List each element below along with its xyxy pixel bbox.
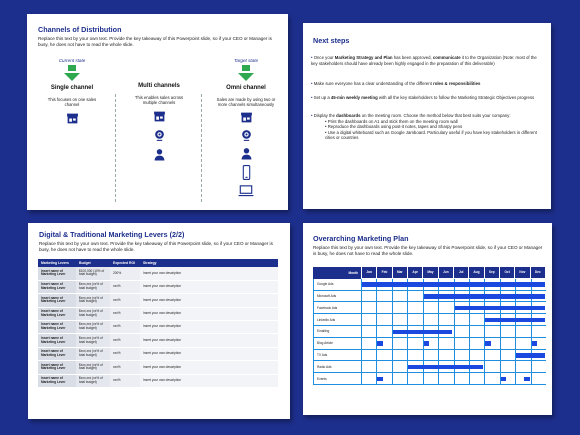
table-cell: xxx% <box>110 294 140 307</box>
month-header-dec: Dec <box>530 267 546 279</box>
table-cell: xxx% <box>110 347 140 360</box>
table-cell: Insert your own description <box>140 280 278 293</box>
table-cell: Insert your own description <box>140 307 278 320</box>
gantt-bar <box>362 282 545 286</box>
gantt-row <box>313 314 546 326</box>
person-icon <box>240 147 253 160</box>
sub-bullet-item: • Reproduce the dashboards using post-it notes, tapes and Sharpy pens <box>325 124 463 130</box>
slide-title: Digital & Traditional Marketing Levers (2/2) <box>39 230 185 239</box>
gantt-chart <box>313 267 546 385</box>
slide-title: Channels of Distribution <box>38 25 122 34</box>
store-icon <box>240 111 253 124</box>
column-header: Budget <box>76 259 110 267</box>
table-cell: $xxx,xxx (xx% of total budget) <box>76 347 110 360</box>
slide-subtitle: Replace this text by your own text. Provide the key takeaway of this Powerpoint slide, so if your CEO or Manager is busy, he does not have to read the whole slide. <box>39 241 273 252</box>
target-state-label: Target state <box>233 58 259 63</box>
column-multi-channels <box>120 58 198 161</box>
table-cell: xxx% <box>110 374 140 387</box>
webcam-icon <box>153 129 166 142</box>
gantt-row <box>313 326 546 338</box>
month-header-jul: Jul <box>453 267 468 279</box>
down-arrow-icon <box>238 73 254 81</box>
table-cell: Insert your own description <box>140 267 278 280</box>
table-cell: 200% <box>110 267 140 280</box>
arrow-stem <box>242 65 250 71</box>
column-header: Strategy <box>140 259 278 267</box>
month-header-may: May <box>422 267 437 279</box>
gantt-bar <box>393 330 453 334</box>
table-row <box>38 361 278 374</box>
column-omni-channel <box>207 58 285 197</box>
table-cell: Insert name of Marketing Lever <box>38 267 76 280</box>
table-cell: Insert name of Marketing Lever <box>38 334 76 347</box>
table-cell: Insert name of Marketing Lever <box>38 280 76 293</box>
column-header: Marketing Levers <box>38 259 76 267</box>
month-header-nov: Nov <box>514 267 529 279</box>
gantt-row-label: Google Ads <box>313 279 361 291</box>
month-header-mar: Mar <box>392 267 407 279</box>
gantt-bar <box>377 341 383 345</box>
bullet-item: • Make sure everyone has a clear understanding of the different roles & responsibilities <box>311 81 481 86</box>
month-header-sep: Sep <box>484 267 499 279</box>
column-divider <box>201 94 202 202</box>
table-cell: Insert your own description <box>140 374 278 387</box>
month-header-oct: Oct <box>499 267 514 279</box>
bullet-item: • Once your Marketing Strategy and Plan has been approved, communicate it to the Organization (Note: most of the key stakeholders should have already been highly engaged in the preparation of this deliverable) <box>311 55 537 66</box>
gantt-row-label: Radio Ads <box>313 361 361 373</box>
gantt-row-label: Linkedin Ads <box>313 314 361 326</box>
gantt-bar <box>485 341 491 345</box>
table-cell: Insert name of Marketing Lever <box>38 307 76 320</box>
column-title: Omni channel <box>226 85 266 91</box>
gantt-row <box>313 338 546 350</box>
month-header-aug: Aug <box>468 267 483 279</box>
month-label: Month <box>313 267 361 279</box>
current-state-label: Current state <box>58 58 86 63</box>
month-header-apr: Apr <box>407 267 422 279</box>
table-cell: $xxx,xxx (xx% of total budget) <box>76 280 110 293</box>
table-cell: $xxx,xxx (xx% of total budget) <box>76 294 110 307</box>
bullet-item: • Set up a 45-min weekly meeting with all the key stakeholders to follow the Marketing Strategic Objectives progress <box>311 95 535 100</box>
bullet-item: • Display the dashboards on the meeting room. Choose the method below that best suits your company: • Print the dashboards on A1 and stick them on the meeting room wall • Reproduce the dashboards using post-it notes, tapes and Sharpy pens • Use a digital whiteboard such as Google Jamboard. Particulary useful if you have key stakeholders in different cities or countries <box>311 113 541 141</box>
table-row <box>38 321 278 334</box>
month-header-feb: Feb <box>376 267 391 279</box>
gantt-bar <box>485 318 545 322</box>
levers-table <box>38 259 278 388</box>
table-cell: $100,000 (10% of total budget) <box>76 267 110 280</box>
slide-channels-of-distribution[interactable] <box>27 14 288 210</box>
table-row <box>38 267 278 280</box>
gantt-row-label: Facebook Ads <box>313 302 361 314</box>
table-cell: Insert your own description <box>140 294 278 307</box>
gantt-row <box>313 279 546 291</box>
gantt-bar <box>524 377 530 381</box>
gantt-bar <box>455 306 546 310</box>
table-cell: xxx% <box>110 321 140 334</box>
gantt-row-label: TV Ads <box>313 350 361 362</box>
table-row <box>38 294 278 307</box>
table-cell: $xxx,xxx (xx% of total budget) <box>76 307 110 320</box>
store-icon <box>66 112 79 125</box>
gantt-bar <box>501 377 507 381</box>
arrow-stem <box>68 65 76 71</box>
gantt-row-label: Microsoft Ads <box>313 291 361 303</box>
column-single-channel <box>33 58 111 125</box>
table-cell: $xxx,xxx (xx% of total budget) <box>76 334 110 347</box>
table-cell: Insert your own description <box>140 347 278 360</box>
column-title: Multi channels <box>138 83 180 89</box>
table-cell: Insert your own description <box>140 321 278 334</box>
down-arrow-icon <box>64 73 80 81</box>
gantt-row <box>313 350 546 362</box>
gantt-row <box>313 302 546 314</box>
gantt-bar <box>424 341 430 345</box>
table-cell: xxx% <box>110 361 140 374</box>
gantt-row-label: Blog Article <box>313 338 361 350</box>
sub-bullet-item: • Use a digital whiteboard such as Google Jamboard. Particulary useful if you have key stakeholders in different cities or countries <box>325 129 537 141</box>
sub-bullet-item: • Print the dashboards on A1 and stick them on the meeting room wall <box>325 118 458 124</box>
table-cell: Insert name of Marketing Lever <box>38 361 76 374</box>
gantt-bar <box>377 377 383 381</box>
table-row <box>38 374 278 387</box>
table-row <box>38 280 278 293</box>
column-desc: This focuses on one sales channel <box>47 97 97 108</box>
slide-title: Overarching Marketing Plan <box>313 234 409 243</box>
gantt-bar <box>424 294 545 298</box>
column-desc: Sales are made by using two or more channels simultaneously <box>216 97 276 108</box>
table-cell: Insert name of Marketing Lever <box>38 294 76 307</box>
gantt-header-row <box>313 267 546 279</box>
webcam-icon <box>240 129 253 142</box>
table-cell: xxx% <box>110 280 140 293</box>
column-desc: This enables sales across multiple channels <box>134 95 184 106</box>
gantt-row <box>313 373 546 385</box>
gantt-bar <box>532 341 538 345</box>
slide-marketing-levers[interactable] <box>28 223 290 419</box>
table-cell: xxx% <box>110 307 140 320</box>
slide-subtitle: Replace this text by your own text. Provide the key takeaway of this Powerpoint slide, so if your CEO or Manager is busy, he does not have to read the whole slide. <box>38 36 272 47</box>
table-cell: $xxx,xxx (xx% of total budget) <box>76 374 110 387</box>
store-icon <box>153 110 166 123</box>
slide-subtitle: Replace this text by your own text. Provide the key takeaway of this Powerpoint slide, so if your CEO or Manager is busy, he does not have to read the whole slide. <box>313 245 543 256</box>
table-cell: $xxx,xxx (xx% of total budget) <box>76 361 110 374</box>
table-cell: Insert name of Marketing Lever <box>38 321 76 334</box>
table-cell: Insert name of Marketing Lever <box>38 347 76 360</box>
table-cell: xxx% <box>110 334 140 347</box>
slide-overarching-marketing-plan[interactable] <box>303 223 552 415</box>
mobile-icon <box>240 165 253 180</box>
gantt-bar <box>408 365 483 369</box>
table-row <box>38 307 278 320</box>
table-cell: Insert your own description <box>140 334 278 347</box>
gantt-row <box>313 291 546 303</box>
column-divider <box>115 94 116 202</box>
gantt-row-label: Emailing <box>313 326 361 338</box>
table-cell: Insert name of Marketing Lever <box>38 374 76 387</box>
table-row <box>38 334 278 347</box>
gantt-row <box>313 361 546 373</box>
gantt-row-label: Events <box>313 373 361 385</box>
laptop-icon <box>238 185 254 197</box>
person-icon <box>153 148 166 161</box>
month-header-jun: Jun <box>438 267 453 279</box>
gantt-bar <box>516 353 545 357</box>
column-header: Expected ROI <box>110 259 140 267</box>
column-title: Single channel <box>50 85 94 91</box>
table-row <box>38 347 278 360</box>
table-cell: Insert your own description <box>140 361 278 374</box>
month-header-jan: Jan <box>361 267 376 279</box>
slide-title: Next steps <box>313 36 350 45</box>
table-cell: $xxx,xxx (xx% of total budget) <box>76 321 110 334</box>
slide-next-steps[interactable] <box>303 23 551 209</box>
